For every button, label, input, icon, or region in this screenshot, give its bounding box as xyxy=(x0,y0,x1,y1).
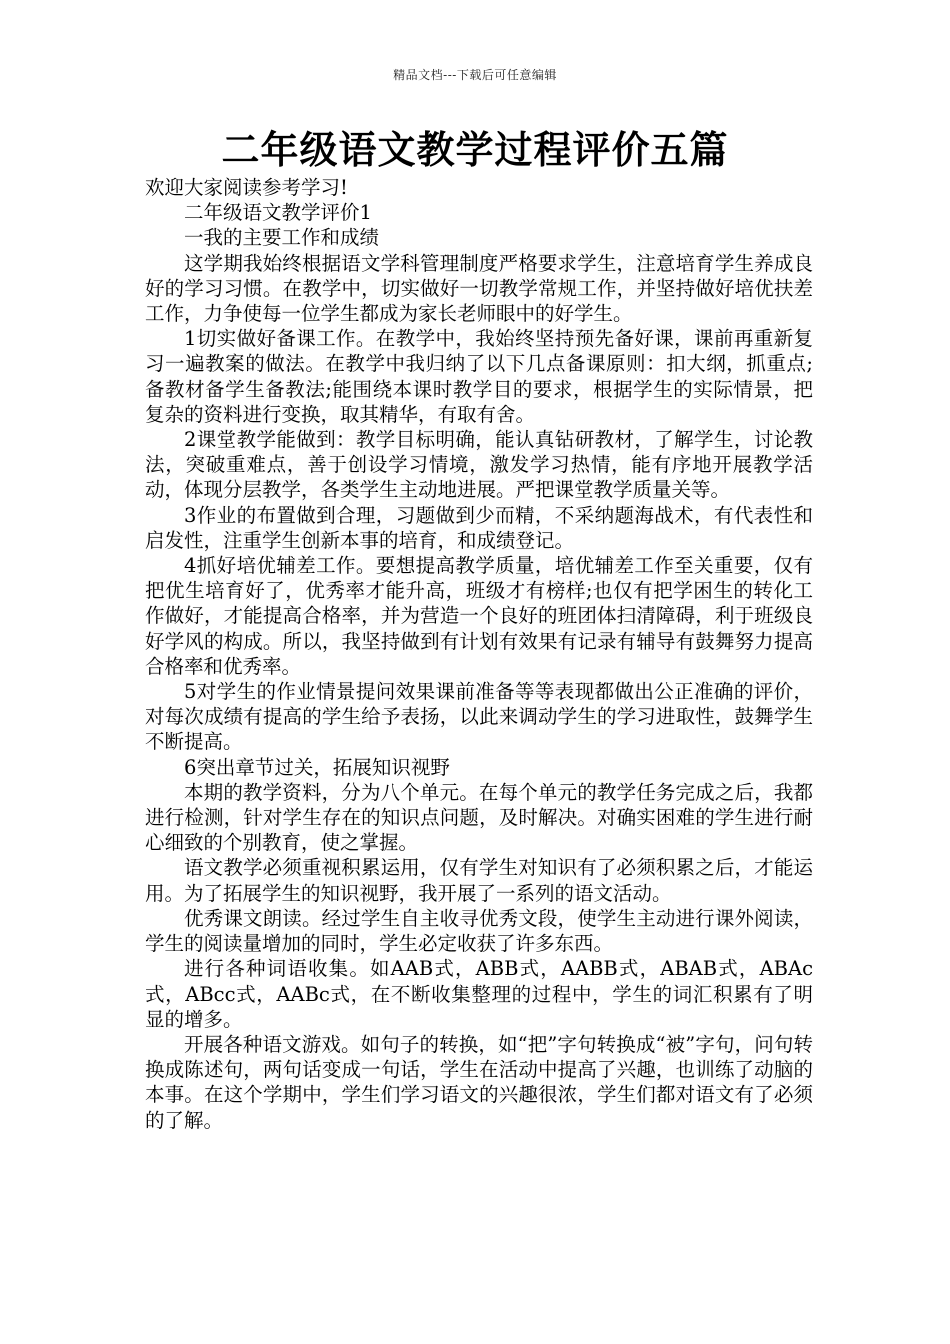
paragraph: 一我的主要工作和成绩 xyxy=(184,226,380,250)
paragraph: 这学期我始终根据语文学科管理制度严格要求学生，注意培育学生养成良好的学习习惯。在教学中，切实做好一切教学常规工作，并坚持做好培优扶差工作，力争使每一位学生都成为家长老师眼中的好学生。 xyxy=(145,251,813,326)
paragraph: 二年级语文教学评价1 xyxy=(184,201,372,225)
document-title: 二年级语文教学过程评价五篇 xyxy=(221,128,729,172)
paragraph: 本期的教学资料，分为八个单元。在每个单元的教学任务完成之后，我都进行检测，针对学生存在的知识点问题，及时解决。对确实困难的学生进行耐心细致的个别教育，使之掌握。 xyxy=(145,780,813,855)
paragraph: 优秀课文朗读。经过学生自主收寻优秀文段，使学生主动进行课外阅读，学生的阅读量增加的同时，学生必定收获了许多东西。 xyxy=(145,906,813,956)
paragraph: 开展各种语文游戏。如句子的转换，如“把”字句转换成“被”字句，问句转换成陈述句，两句话变成一句话，学生在活动中提高了兴趣，也训练了动脑的本事。在这个学期中，学生们学习语文的兴趣很浓，学生们都对语文有了必须的了解。 xyxy=(145,1032,813,1132)
paragraph: 1切实做好备课工作。在教学中，我始终坚持预先备好课，课前再重新复习一遍教案的做法。在教学中我归纳了以下几点备课原则：扣大纲，抓重点;备教材备学生备教法;能围绕本课时教学目的要求，根据学生的实际情景，把复杂的资料进行变换，取其精华，有取有舍。 xyxy=(145,327,813,426)
paragraph: 4抓好培优辅差工作。要想提高教学质量，培优辅差工作至关重要，仅有把优生培育好了，优秀率才能升高，班级才有榜样;也仅有把学困生的转化工作做好，才能提高合格率，并为营造一个良好的班团体扫清障碍，利于班级良好学风的构成。所以，我坚持做到有计划有效果有记录有辅导有鼓舞努力提高合格率和优秀率。 xyxy=(145,554,813,678)
paragraph: 进行各种词语收集。如AAB式，ABB式，AABB式，ABAB式，ABAc式，ABcc式，AABc式，在不断收集整理的过程中，学生的词汇积累有了明显的增多。 xyxy=(145,957,813,1031)
paragraph: 6突出章节过关，拓展知识视野 xyxy=(184,755,450,779)
paragraph: 语文教学必须重视积累运用，仅有学生对知识有了必须积累之后，才能运用。为了拓展学生的知识视野，我开展了一系列的语文活动。 xyxy=(145,856,813,905)
header-note: 精品文档---下载后可任意编辑 xyxy=(393,68,557,82)
paragraph: 5对学生的作业情景提问效果课前准备等等表现都做出公正准确的评价，对每次成绩有提高的学生给予表扬，以此来调动学生的学习进取性，鼓舞学生不断提高。 xyxy=(145,680,813,754)
document-body xyxy=(145,175,813,1133)
paragraph: 2课堂教学能做到：教学目标明确，能认真钻研教材，了解学生，讨论教法，突破重难点，善于创设学习情境，激发学习热情，能有序地开展教学活动，体现分层教学，各类学生主动地进展。严把课堂教学质量关等。 xyxy=(145,428,813,502)
paragraph: 欢迎大家阅读参考学习! xyxy=(145,176,348,199)
paragraph: 3作业的布置做到合理，习题做到少而精，不采纳题海战术，有代表性和启发性，注重学生创新本事的培育，和成绩登记。 xyxy=(145,503,813,552)
